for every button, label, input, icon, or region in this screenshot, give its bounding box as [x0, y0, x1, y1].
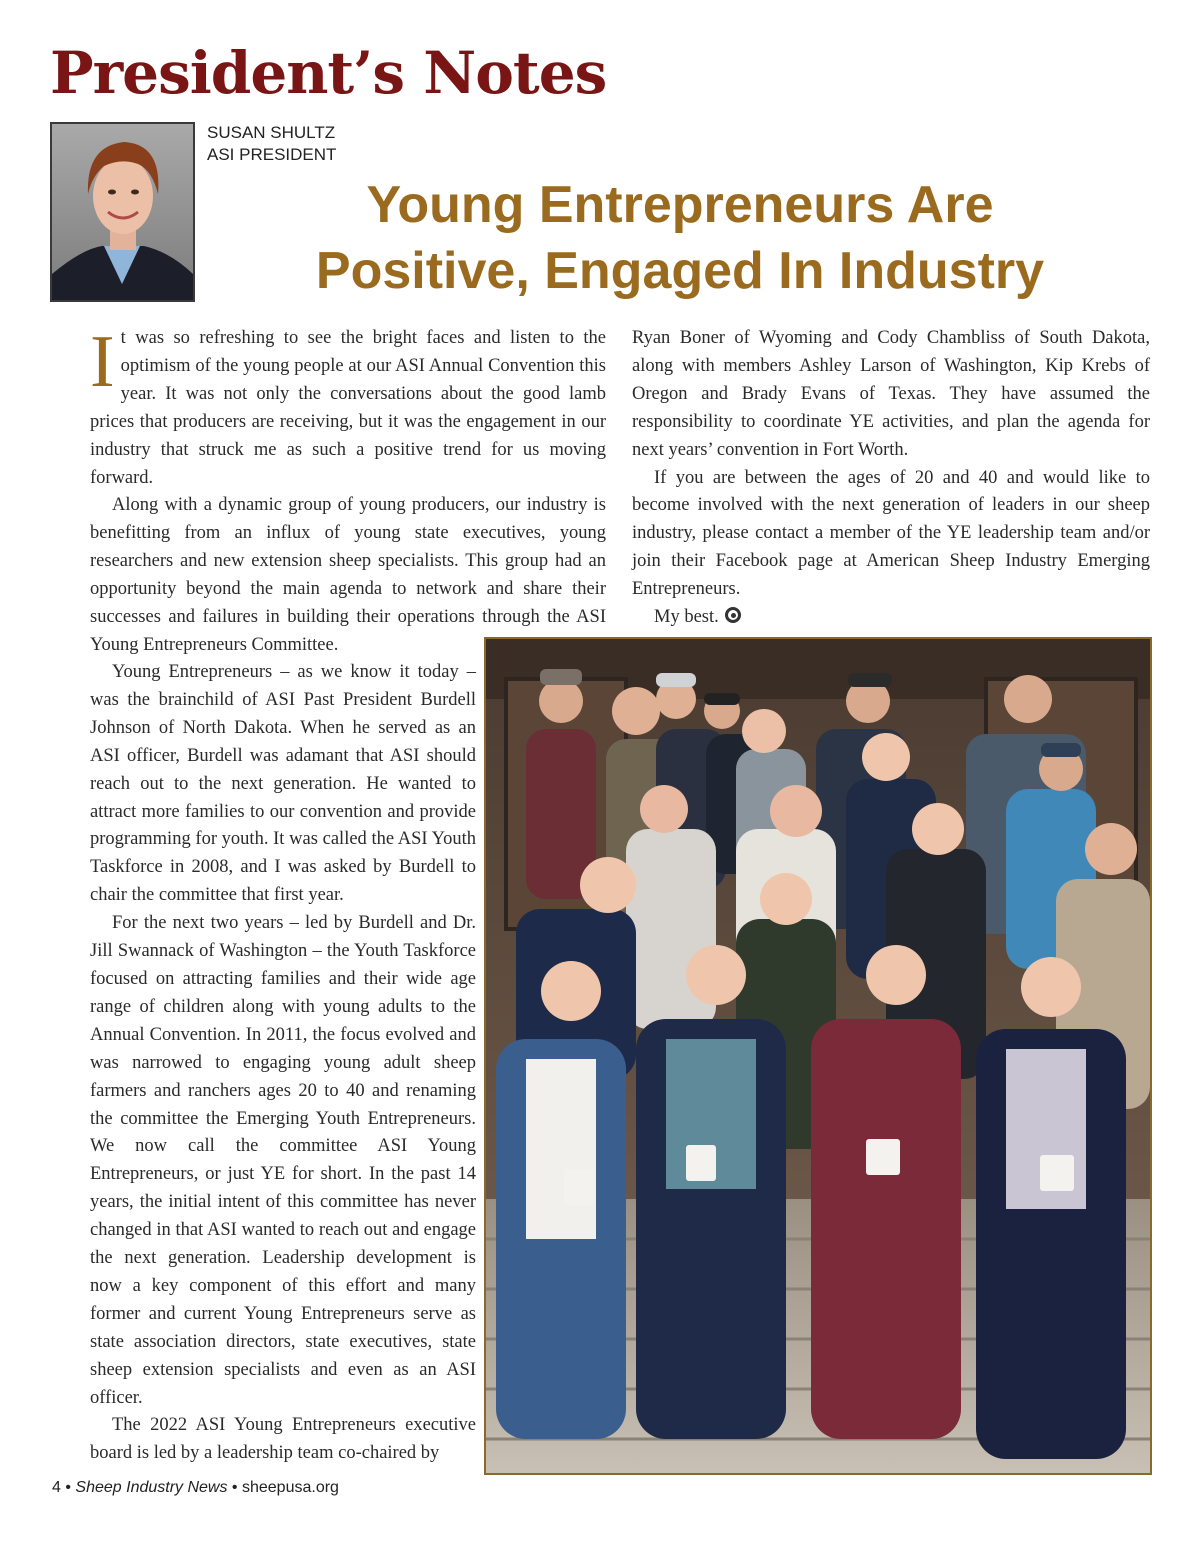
article-column-left-bottom [90, 659, 476, 1468]
asi-logo-icon [725, 607, 741, 623]
paragraph-1 [90, 321, 606, 492]
sign-off [632, 604, 1150, 632]
group-photo [484, 637, 1152, 1475]
paragraph-5-continued: Ryan Boner of Wyoming and Cody Chambliss of South Dakota, along with members Ashley Larson of Washington, Kip Krebs of Oregon and Brady Evans of Texas. They have assumed the responsibility to coordinate YE activities, and plan the agenda for next years’ convention in Fort Worth. [632, 328, 1150, 460]
headline-line-1: Young Entrepreneurs Are [366, 176, 994, 234]
section-title: President’s Notes [50, 39, 607, 107]
sign-off-text: My best. [654, 607, 719, 628]
paragraph-5: The 2022 ASI Young Entrepreneurs executive board is led by a leadership team co-chaired by [90, 1415, 476, 1464]
byline [207, 122, 336, 166]
headline-line-2: Positive, Engaged In Industry [315, 242, 1045, 300]
paragraph-1-text: t was so refreshing to see the bright faces and listen to the optimism of the young people at our ASI Annual Convention this year. It was not only the conversations about the good lamb prices that producers are receiving, but it was the engagement in our industry that struck me as such a positive trend for us moving forward. [90, 328, 606, 488]
author-portrait [50, 122, 195, 302]
article-column-left-top [90, 321, 606, 660]
paragraph-3: Young Entrepreneurs – as we know it today – was the brainchild of ASI Past President Burdell Johnson of North Dakota. When he served as an ASI officer, Burdell was adamant that ASI should reach out to the next generation. He wanted to attract more families to our convention and provide programming for youth. It was called the ASI Youth Taskforce in 2008, and I was asked by Burdell to chair the committee that first year. [90, 662, 476, 906]
author-role: ASI PRESIDENT [207, 145, 337, 164]
paragraph-4: For the next two years – led by Burdell and Dr. Jill Swannack of Washington – the Youth Taskforce focused on attracting families and their wide age range of children along with young adults to the Annual Convention. In 2011, the focus evolved and was narrowed to engaging young adult sheep farmers and ranchers ages 20 to 40 and renaming the committee the Emerging Youth Entrepreneurs. We now call the committee ASI Young Entrepreneurs, or just YE for short. In the past 14 years, the initial intent of this committee has never changed in that ASI wanted to reach out and engage the next generation. Leadership development is now a key component of this effort and many former and current Young Entrepreneurs serve as state association directors, state executives, state sheep extension specialists and even as an ASI officer. [90, 913, 476, 1408]
drop-cap: I [90, 321, 115, 403]
author-name: SUSAN SHULTZ [207, 123, 336, 142]
publication-name: Sheep Industry News [75, 1479, 228, 1496]
page-number: 4 [52, 1479, 61, 1496]
article-column-right [632, 325, 1150, 632]
paragraph-2: Along with a dynamic group of young producers, our industry is benefitting from an influx of young state executives, young researchers and new extension sheep specialists. This group had an opportunity beyond the main agenda to network and share their successes and failures in building their operations through the ASI Young Entrepreneurs Committee. [90, 495, 606, 655]
paragraph-6: If you are between the ages of 20 and 40 and would like to become involved with the next generation of leaders in our sheep industry, please contact a member of the YE leadership team and/or join their Facebook page at American Sheep Industry Emerging Entrepreneurs. [632, 467, 1150, 600]
page-footer: 4 • Sheep Industry News • sheepusa.org [52, 1479, 339, 1496]
article-headline [240, 172, 1120, 304]
website: sheepusa.org [241, 1479, 339, 1496]
